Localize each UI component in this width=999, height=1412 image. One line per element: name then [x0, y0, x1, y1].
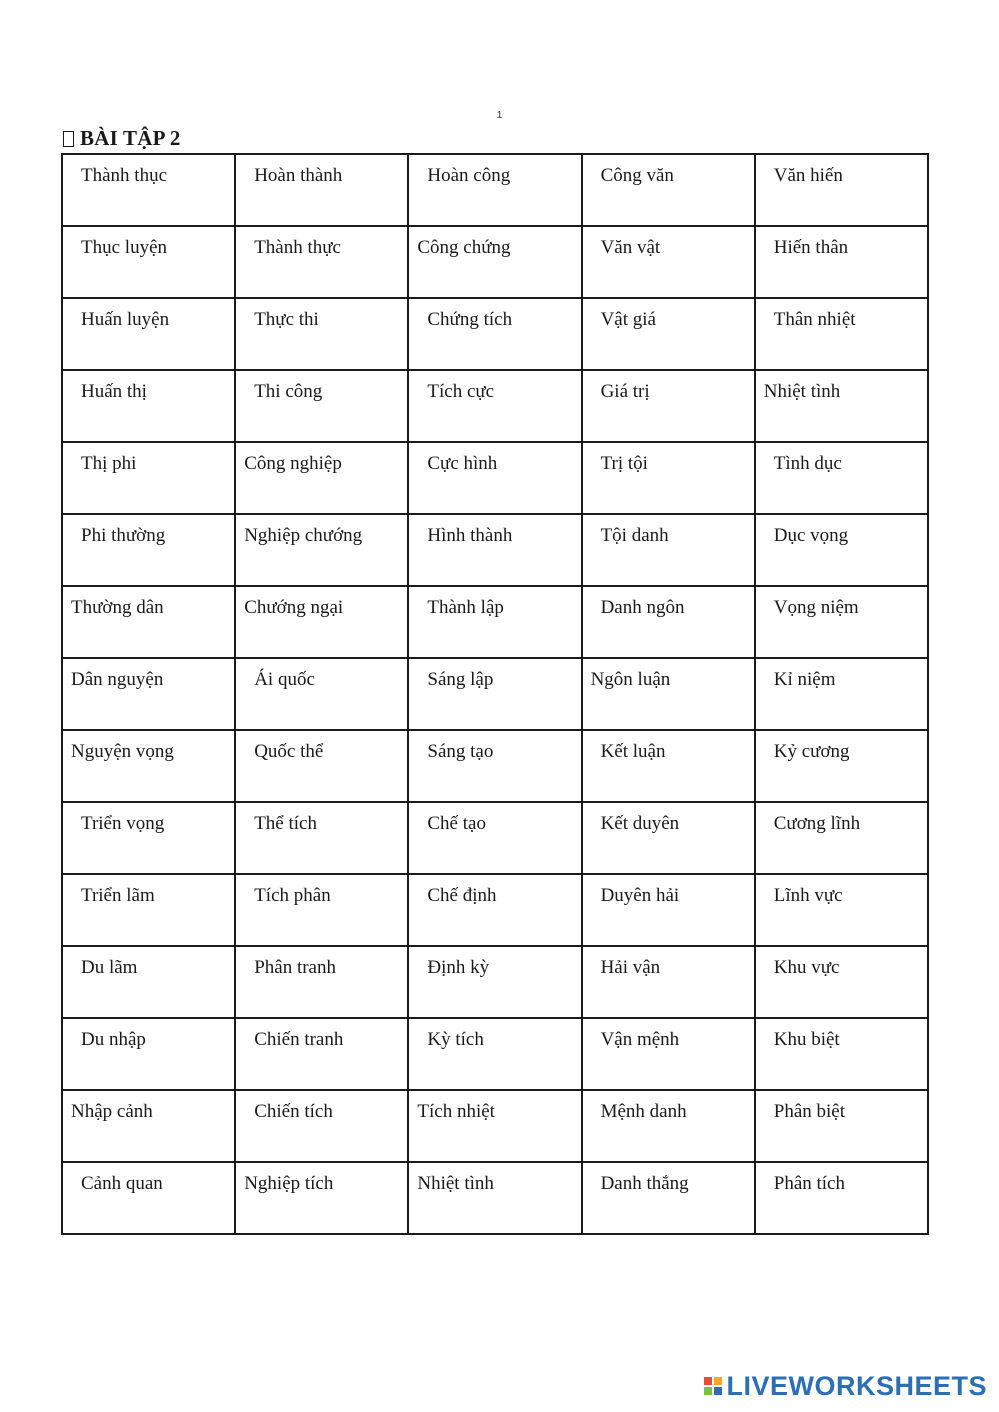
table-cell: Ái quốc	[235, 658, 408, 730]
table-cell: Thành lập	[408, 586, 581, 658]
table-cell: Hoàn công	[408, 154, 581, 226]
table-cell: Triển lãm	[62, 874, 235, 946]
page-number: 1	[496, 110, 503, 121]
table-row	[62, 370, 928, 442]
table-cell: Văn hiến	[755, 154, 928, 226]
table-cell: Dục vọng	[755, 514, 928, 586]
table-cell: Thành thực	[235, 226, 408, 298]
table-cell: Tích cực	[408, 370, 581, 442]
table-cell: Nghiệp chướng	[235, 514, 408, 586]
table-row	[62, 1018, 928, 1090]
table-cell: Khu biệt	[755, 1018, 928, 1090]
table-cell: Nhiệt tình	[408, 1162, 581, 1234]
table-row	[62, 442, 928, 514]
table-cell: Mệnh danh	[582, 1090, 755, 1162]
table-cell: Chế tạo	[408, 802, 581, 874]
table-cell: Nhập cảnh	[62, 1090, 235, 1162]
table-cell: Cương lĩnh	[755, 802, 928, 874]
table-cell: Vọng niệm	[755, 586, 928, 658]
exercise-title-text: BÀI TẬP 2	[80, 126, 181, 150]
table-cell: Du nhập	[62, 1018, 235, 1090]
table-cell: Chứng tích	[408, 298, 581, 370]
table-row	[62, 946, 928, 1018]
table-row	[62, 226, 928, 298]
table-cell: Chiến tích	[235, 1090, 408, 1162]
table-row	[62, 802, 928, 874]
table-cell: Thực thi	[235, 298, 408, 370]
table-cell: Công văn	[582, 154, 755, 226]
table-cell: Văn vật	[582, 226, 755, 298]
table-cell: Công nghiệp	[235, 442, 408, 514]
logo-text: LIVEWORKSHEETS	[726, 1370, 987, 1401]
table-cell: Hình thành	[408, 514, 581, 586]
table-cell: Kỷ cương	[755, 730, 928, 802]
table-cell: Vận mệnh	[582, 1018, 755, 1090]
table-cell: Dân nguyện	[62, 658, 235, 730]
table-row	[62, 298, 928, 370]
table-cell: Thường dân	[62, 586, 235, 658]
table-cell: Nguyện vọng	[62, 730, 235, 802]
table-cell: Giá trị	[582, 370, 755, 442]
table-cell: Hoàn thành	[235, 154, 408, 226]
table-cell: Hiến thân	[755, 226, 928, 298]
table-cell: Chiến tranh	[235, 1018, 408, 1090]
table-cell: Sáng lập	[408, 658, 581, 730]
table-cell: Phi thường	[62, 514, 235, 586]
table-cell: Duyên hải	[582, 874, 755, 946]
table-cell: Quốc thể	[235, 730, 408, 802]
table-cell: Chướng ngại	[235, 586, 408, 658]
table-row	[62, 1090, 928, 1162]
table-cell: Kết duyên	[582, 802, 755, 874]
table-row	[62, 658, 928, 730]
table-cell: Định kỳ	[408, 946, 581, 1018]
word-grid-table	[61, 153, 929, 1235]
table-cell: Tích nhiệt	[408, 1090, 581, 1162]
table-cell: Trị tội	[582, 442, 755, 514]
logo-mark-icon	[704, 1377, 722, 1395]
table-row	[62, 586, 928, 658]
table-cell: Khu vực	[755, 946, 928, 1018]
table-cell: Cực hình	[408, 442, 581, 514]
table-cell: Ngôn luận	[582, 658, 755, 730]
table-row	[62, 730, 928, 802]
table-cell: Lĩnh vực	[755, 874, 928, 946]
table-cell: Thị phi	[62, 442, 235, 514]
table-cell: Thân nhiệt	[755, 298, 928, 370]
table-cell: Thục luyện	[62, 226, 235, 298]
table-cell: Công chứng	[408, 226, 581, 298]
table-cell: Danh thắng	[582, 1162, 755, 1234]
table-cell: Huấn luyện	[62, 298, 235, 370]
bullet-box-icon	[63, 131, 74, 147]
table-row	[62, 154, 928, 226]
table-cell: Huấn thị	[62, 370, 235, 442]
table-row	[62, 514, 928, 586]
table-cell: Sáng tạo	[408, 730, 581, 802]
table-row	[62, 1162, 928, 1234]
table-cell: Chế định	[408, 874, 581, 946]
table-cell: Thi công	[235, 370, 408, 442]
table-cell: Hải vận	[582, 946, 755, 1018]
exercise-title	[63, 126, 181, 151]
table-cell: Tình dục	[755, 442, 928, 514]
table-cell: Kết luận	[582, 730, 755, 802]
table-cell: Cảnh quan	[62, 1162, 235, 1234]
table-row	[62, 874, 928, 946]
table-cell: Kỉ niệm	[755, 658, 928, 730]
table-cell: Du lãm	[62, 946, 235, 1018]
table-cell: Nghiệp tích	[235, 1162, 408, 1234]
table-cell: Vật giá	[582, 298, 755, 370]
table-cell: Thành thục	[62, 154, 235, 226]
table-cell: Triển vọng	[62, 802, 235, 874]
table-cell: Kỳ tích	[408, 1018, 581, 1090]
table-cell: Danh ngôn	[582, 586, 755, 658]
table-cell: Tội danh	[582, 514, 755, 586]
table-cell: Phân tranh	[235, 946, 408, 1018]
liveworksheets-logo	[704, 1370, 987, 1402]
table-cell: Tích phân	[235, 874, 408, 946]
table-cell: Thể tích	[235, 802, 408, 874]
table-cell: Nhiệt tình	[755, 370, 928, 442]
table-cell: Phân biệt	[755, 1090, 928, 1162]
table-cell: Phân tích	[755, 1162, 928, 1234]
